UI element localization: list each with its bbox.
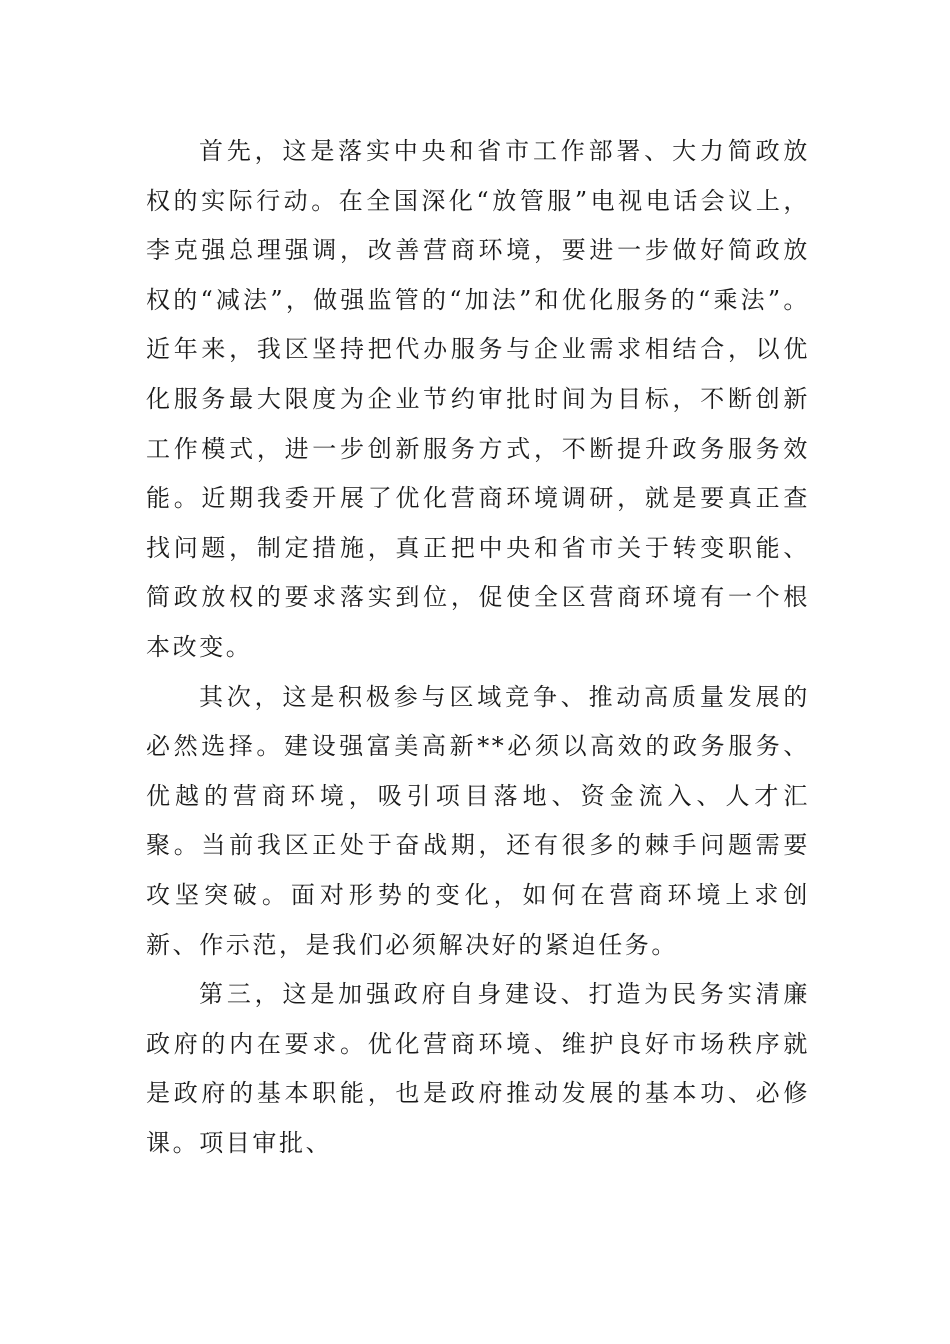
- document-body: [146, 127, 810, 1168]
- paragraph-second: 其次，这是积极参与区域竞争、推动高质量发展的必然选择。建设强富美高新**必须以高效的政务服务、优越的营商环境，吸引项目落地、资金流入、人才汇聚。当前我区正处于奋战期，还有很多的棘手问题需要攻坚突破。面对形势的变化，如何在营商环境上求创新、作示范，是我们必须解决好的紧迫任务。: [146, 682, 810, 959]
- paragraph-first: 首先，这是落实中央和省市工作部署、大力简政放权的实际行动。在全国深化“放管服”电视电话会议上，李克强总理强调，改善营商环境，要进一步做好简政放权的“减法”，做强监管的“加法”和优化服务的“乘法”。近年来，我区坚持把代办服务与企业需求相结合，以优化服务最大限度为企业节约审批时间为目标，不断创新工作模式，进一步创新服务方式，不断提升政务服务效能。近期我委开展了优化营商环境调研，就是要真正查找问题，制定措施，真正把中央和省市关于转变职能、简政放权的要求落实到位，促使全区营商环境有一个根本改变。: [146, 137, 810, 661]
- paragraph-third: 第三，这是加强政府自身建设、打造为民务实清廉政府的内在要求。优化营商环境、维护良好市场秩序就是政府的基本职能，也是政府推动发展的基本功、必修课。项目审批、: [146, 980, 810, 1157]
